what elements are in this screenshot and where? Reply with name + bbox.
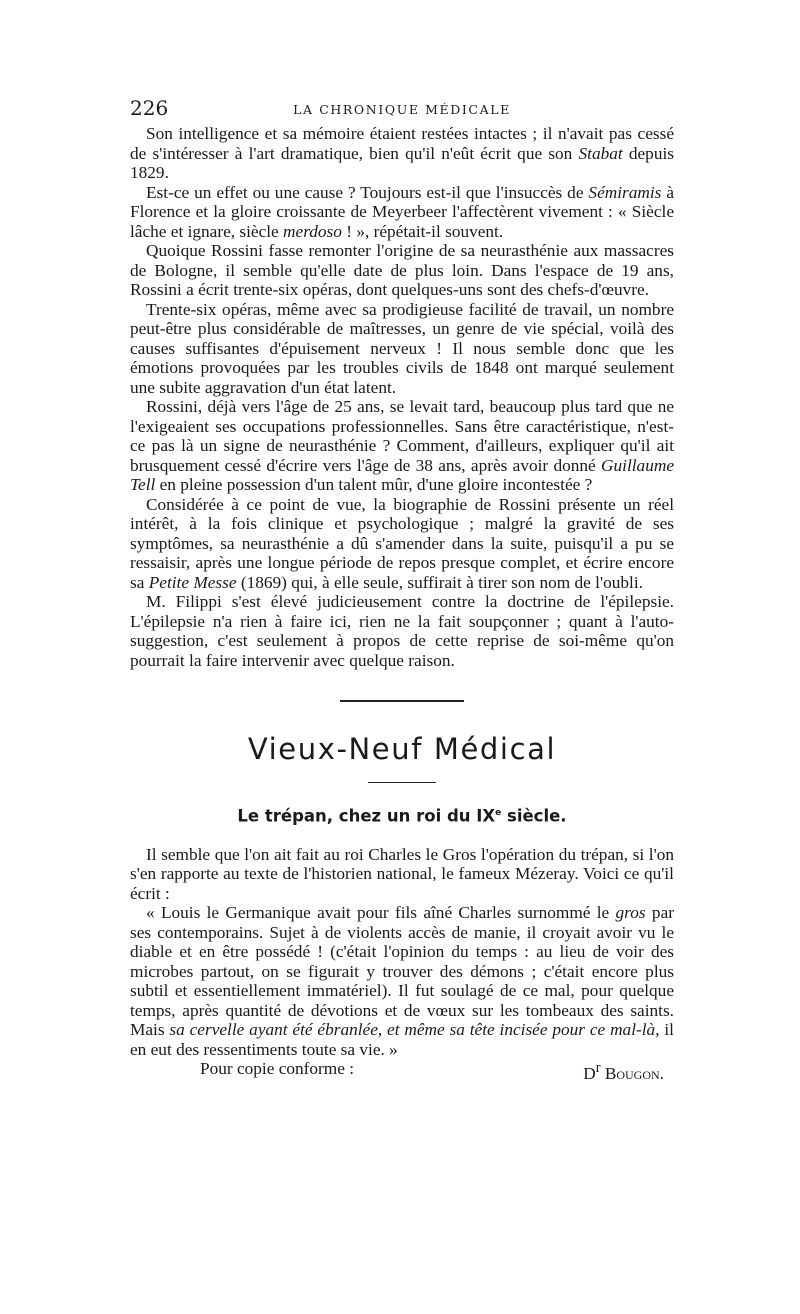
title-underline — [368, 782, 436, 784]
page-header — [130, 96, 674, 124]
paragraph: « Louis le Germanique avait pour fils aîné Charles surnommé le gros par ses contemporains. Sujet à de violents accès de manie, il croyait avoir vu le diable et en être possédé ! (c'était l'opinion du temps : au lieu de voir des microbes partout, on se figurait y trouver des démons ; c'était encore plus subtil et essentiellement immatériel). Il fut soulagé de ce mal, pour quelque temps, après quantité de dévotions et de vœux sur les tombeaux des saints. Mais sa cervelle ayant été ébranlée, et même sa tête incisée pour ce mal-là, il en eut des ressentiments toute sa vie. » — [130, 903, 674, 1059]
page-number: 226 — [130, 96, 169, 120]
main-text — [130, 124, 674, 670]
copy-line: Pour copie conforme : — [200, 1059, 355, 1078]
paragraph: Est-ce un effet ou une cause ? Toujours est-il que l'insuccès de Sémiramis à Florence et la gloire croissante de Meyerbeer l'affectèrent vivement : « Siècle lâche et ignare, siècle merdoso ! », répétait-il souvent. — [130, 182, 674, 241]
article-text — [130, 845, 674, 1082]
paragraph: Rossini, déjà vers l'âge de 25 ans, se levait tard, beaucoup plus tard que ne l'exigeaient ses occupations professionnelles. Sans être caractéristique, n'est-ce pas là un signe de neurasthénie ? Comment, d'ailleurs, expliquer qu'il ait brusquement cessé d'écrire vers l'âge de 38 ans, après avoir donné Guillaume Tell en pleine possession d'un talent mûr, d'une gloire incontestée ? — [130, 397, 674, 494]
paragraph: Quoique Rossini fasse remonter l'origine de sa neurasthénie aux massacres de Bologne, il semble qu'elle date de plus loin. Dans l'espace de 19 ans, Rossini a écrit trente-six opéras, dont quelques-uns sont des chefs-d'œuvre. — [130, 241, 674, 299]
signoff — [130, 1059, 674, 1081]
paragraph: Considérée à ce point de vue, la biographie de Rossini présente un réel intérêt, à la fois clinique et psychologique ; malgré la gravité de ses symptômes, sa neurasthénie a dû s'amender dans la suite, puisqu'il a pu se ressaisir, après une longue période de repos presque complet, et écrire encore sa Petite Messe (1869) qui, à elle seule, suffirait à tirer son nom de l'oubli. — [130, 494, 674, 592]
paragraph: Il semble que l'on ait fait au roi Charles le Gros l'opération du trépan, si l'on s'en rapporte au texte de l'historien national, le fameux Mézeray. Voici ce qu'il écrit : — [130, 844, 674, 903]
article-title: Le trépan, chez un roi du IXe siècle. — [237, 806, 567, 826]
paragraph: Son intelligence et sa mémoire étaient restées intactes ; il n'avait pas cessé de s'intéresser à l'art dramatique, bien qu'il n'eût écrit que son Stabat depuis 1829. — [130, 124, 674, 182]
author-signature: $D^r$ Bougon. — [583, 1060, 664, 1083]
paragraph: Trente-six opéras, même avec sa prodigieuse facilité de travail, un nombre peut-être plus considérable de maîtresses, un genre de vie spécial, voilà des causes suffisantes d'épuisement nerveux ! Il nous semble donc que les émotions provoquées par les troubles civils de 1848 ont marqué seulement une subite aggravation d'un état latent. — [130, 299, 674, 397]
section-title: Vieux-Neuf Médical — [247, 731, 557, 766]
paragraph: M. Filippi s'est élevé judicieusement contre la doctrine de l'épilepsie. L'épilepsie n'a rien à faire ici, rien ne la fait soupçonner ; quant à l'auto-suggestion, c'est seulement à propos de cette reprise de soi-même qu'on pourrait la faire intervenir avec quelque raison. — [130, 592, 674, 670]
section-divider — [340, 700, 464, 702]
running-title: LA CHRONIQUE MÉDICALE — [293, 102, 511, 117]
page — [130, 96, 674, 1081]
